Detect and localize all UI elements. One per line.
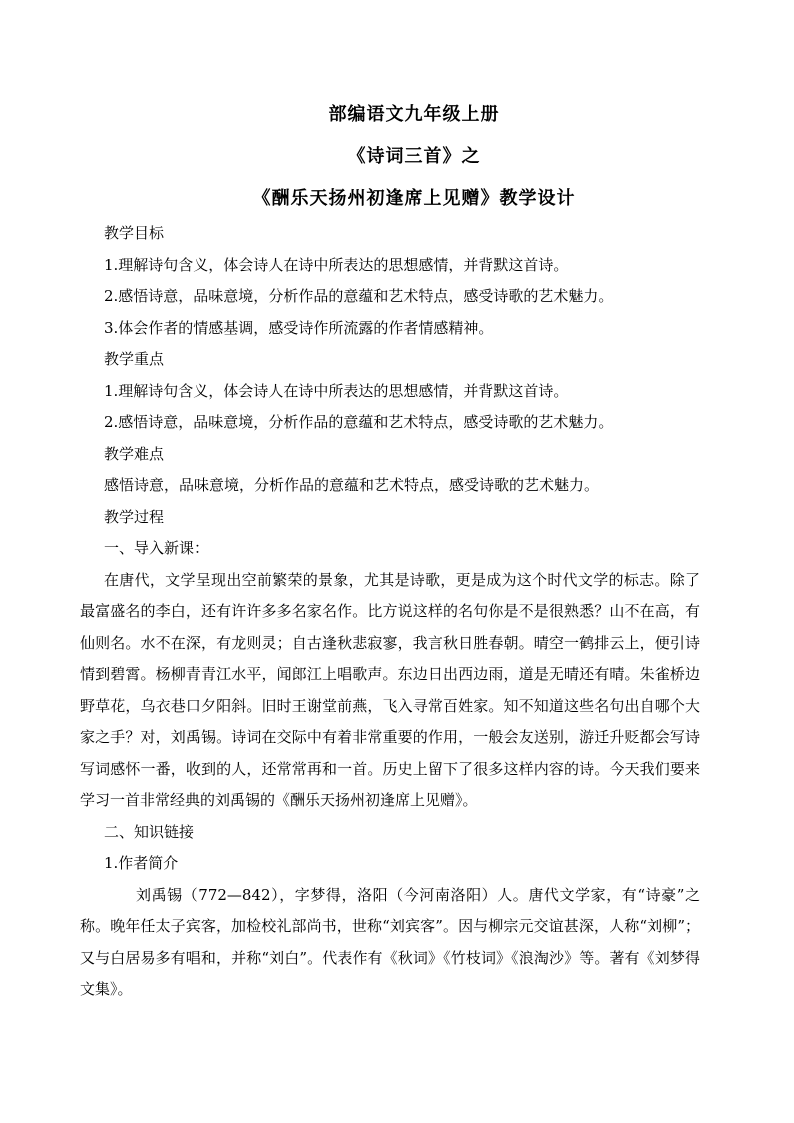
author-intro-heading: 1.作者简介	[104, 854, 179, 872]
author-intro-paragraph: 刘禹锡（772—842），字梦得，洛阳（今河南洛阳）人。唐代文学家，有“诗豪”之称。晚年任太子宾客，加检校礼部尚书，世称“刘宾客”。因与柳宗元交谊甚深，人称“刘柳”；又与白居易多有唱和，并称“刘白”。代表作有《秋词》《竹枝词》《浪淘沙》等。著有《刘梦得文集》。	[80, 885, 700, 998]
section-intro-heading: 一、导入新课：	[104, 539, 210, 557]
objective-item-1: 1.理解诗句含义，体会诗人在诗中所表达的思想感情，并背默这首诗。	[104, 255, 569, 274]
process-heading: 教学过程	[104, 507, 165, 526]
document-title-grade: 部编语文九年级上册	[328, 104, 500, 125]
section-intro-paragraph: 在唐代，文学呈现出空前繁荣的景象，尤其是诗歌，更是成为这个时代文学的标志。除了最富盛名的李白，还有许许多多名家名作。比方说这样的名句你是不是很熟悉？山不在高，有仙则名。水不在深，有龙则灵；自古逢秋悲寂寥，我言秋日胜春朝。晴空一鹤排云上，便引诗情到碧霄。杨柳青青江水平，闻郎江上唱歌声。东边日出西边雨，道是无晴还有晴。朱雀桥边野草花，乌衣巷口夕阳斜。旧时王谢堂前燕，飞入寻常百姓家。知不知道这些名句出自哪个大家之手？对，刘禹锡。诗词在交际中有着非常重要的作用，一般会友送别，游迁升贬都会写诗写词感怀一番，收到的人，还常常再和一首。历史上留下了很多这样内容的诗。今天我们要来学习一首非常经典的刘禹锡的《酬乐天扬州初逢席上见赠》。	[80, 570, 700, 809]
key-point-item-2: 2.感悟诗意，品味意境，分析作品的意蕴和艺术特点，感受诗歌的艺术魅力。	[104, 413, 614, 431]
document-title-collection: 《诗词三首》之	[347, 146, 481, 167]
objective-item-2: 2.感悟诗意，品味意境，分析作品的意蕴和艺术特点，感受诗歌的艺术魅力。	[104, 287, 614, 305]
objective-item-3: 3.体会作者的情感基调，感受诗作所流露的作者情感精神。	[104, 318, 494, 337]
objectives-heading: 教学目标	[104, 224, 165, 242]
key-points-heading: 教学重点	[104, 350, 165, 368]
document-title-lesson: 《酬乐天扬州初逢席上见赠》教学设计	[252, 188, 576, 209]
document-page	[80, 100, 724, 1006]
key-point-item-1: 1.理解诗句含义，体会诗人在诗中所表达的思想感情，并背默这首诗。	[104, 381, 569, 400]
section-knowledge-heading: 二、知识链接	[104, 822, 195, 841]
difficulties-heading: 教学难点	[104, 444, 165, 463]
difficulties-text: 感悟诗意，品味意境，分析作品的意蕴和艺术特点，感受诗歌的艺术魅力。	[104, 476, 600, 494]
